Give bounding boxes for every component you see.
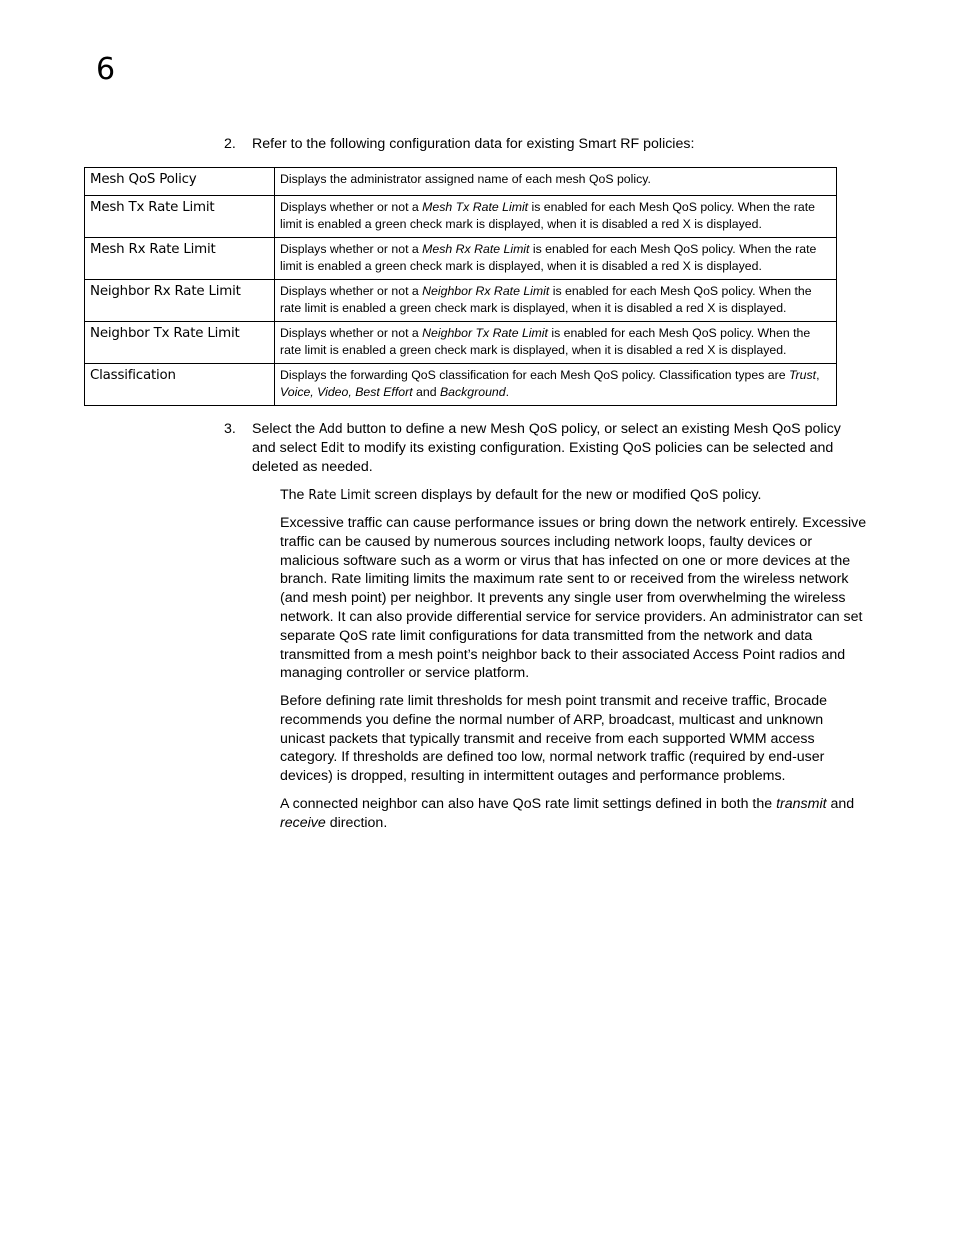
term-cell: Mesh QoS Policy bbox=[85, 168, 275, 196]
chapter-number: 6 bbox=[96, 52, 116, 87]
add-button-reference: Add bbox=[319, 421, 343, 437]
paragraph: Before defining rate limit thresholds for mesh point transmit and receive traffic, Brocade recommends you define the normal number of ARP, broadcast, multicast and unknown unicast packets that typically transmit and receive from each supported WMM access category. If thresholds are defined too low, normal network traffic (required by end-user devices) is dropped, resulting in intermittent outages and performance problems. bbox=[280, 693, 828, 785]
description-cell: Displays the administrator assigned name of each mesh QoS policy. bbox=[275, 168, 837, 196]
term-cell: Neighbor Tx Rate Limit bbox=[85, 322, 275, 364]
edit-button-reference: Edit bbox=[320, 440, 345, 456]
paragraph: A connected neighbor can also have QoS rate limit settings defined in both the transmit and receive direction. bbox=[280, 796, 855, 831]
step-text: Select the Add button to define a new Mesh QoS policy, or select an existing Mesh QoS policy and select Edit to modify its existing configuration. Existing QoS policies can be selected and deleted as needed. bbox=[252, 421, 841, 475]
description-cell: Displays whether or not a Mesh Rx Rate Limit is enabled for each Mesh QoS policy. When the rate limit is enabled a green check mark is displayed, when it is disabled a red X is displayed. bbox=[275, 238, 837, 280]
step-3 bbox=[224, 420, 866, 480]
step-text: Refer to the following configuration data for existing Smart RF policies: bbox=[252, 136, 695, 152]
table-row bbox=[85, 168, 837, 196]
step-number: 3. bbox=[224, 421, 236, 437]
table-row bbox=[85, 280, 837, 322]
term-cell: Classification bbox=[85, 364, 275, 406]
description-cell: Displays whether or not a Neighbor Tx Rate Limit is enabled for each Mesh QoS policy. When the rate limit is enabled a green check mark is displayed, when it is disabled a red X is displayed. bbox=[275, 322, 837, 364]
description-cell: Displays the forwarding QoS classification for each Mesh QoS policy. Classification types are Trust, Voice, Video, Best Effort and Background. bbox=[275, 364, 837, 406]
table-row bbox=[85, 238, 837, 280]
term-cell: Neighbor Rx Rate Limit bbox=[85, 280, 275, 322]
term-cell: Mesh Tx Rate Limit bbox=[85, 196, 275, 238]
term-cell: Mesh Rx Rate Limit bbox=[85, 238, 275, 280]
config-table bbox=[84, 167, 837, 406]
table-row bbox=[85, 364, 837, 406]
description-cell: Displays whether or not a Mesh Tx Rate Limit is enabled for each Mesh QoS policy. When the rate limit is enabled a green check mark is displayed, when it is disabled a red X is displayed. bbox=[275, 196, 837, 238]
table-row bbox=[85, 196, 837, 238]
paragraph: Excessive traffic can cause performance issues or bring down the network entirely. Excessive traffic can be caused by numerous sources including network loops, faulty devices or malicious software such as a worm or virus that has infected on one or more devices at the branch. Rate limiting limits the maximum rate sent to or received from the wireless network (and mesh point) per neighbor. It prevents any single user from overwhelming the wireless network. It can also provide differential service for service providers. An administrator can set separate QoS rate limit configurations for data transmitted from the network and data transmitted from a mesh point’s neighbor back to their associated Access Point radios and managing controller or service platform. bbox=[280, 515, 867, 682]
step-number: 2. bbox=[224, 136, 236, 152]
step-2 bbox=[224, 135, 866, 155]
table-row bbox=[85, 322, 837, 364]
paragraph: The Rate Limit screen displays by default for the new or modified QoS policy. bbox=[280, 487, 762, 503]
description-cell: Displays whether or not a Neighbor Rx Rate Limit is enabled for each Mesh QoS policy. When the rate limit is enabled a green check mark is displayed, when it is disabled a red X is displayed. bbox=[275, 280, 837, 322]
rate-limit-screen-reference: Rate Limit bbox=[308, 487, 371, 503]
